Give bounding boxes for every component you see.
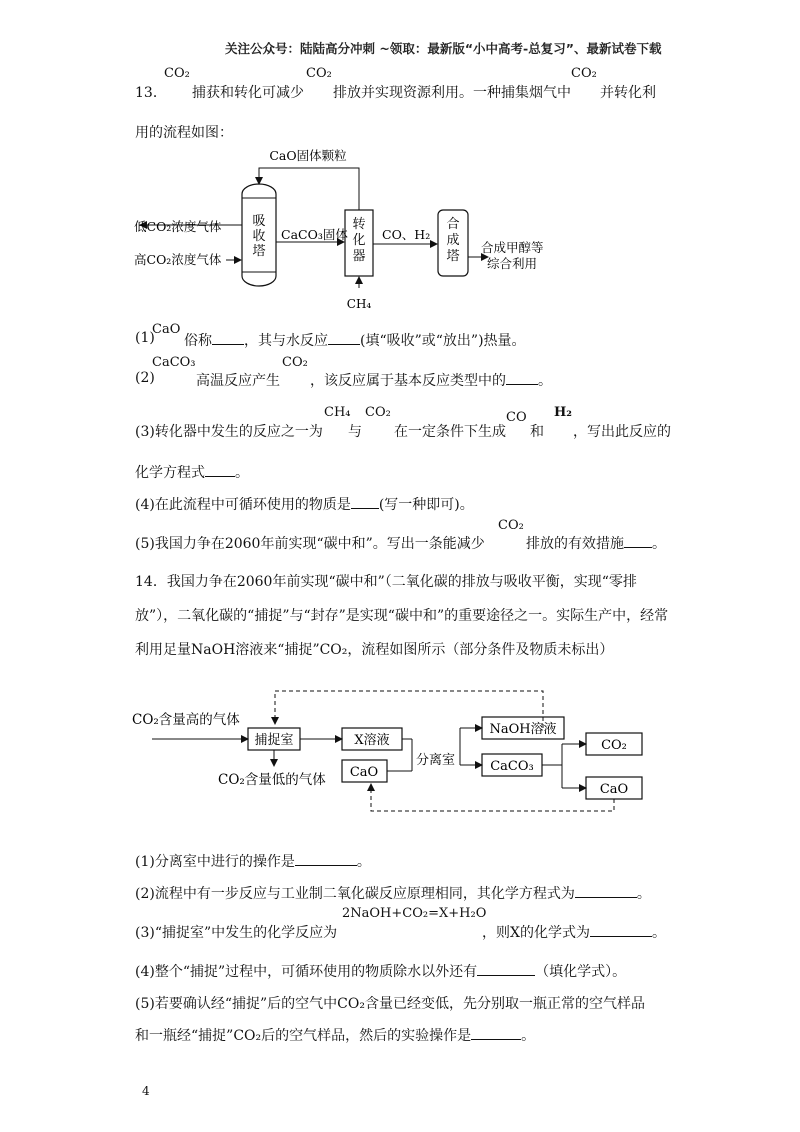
q14-flow-diagram (130, 688, 650, 816)
caco3-label: CaCO₃ (490, 759, 534, 774)
q13-co2-1: CO₂ (164, 66, 190, 81)
q13-p3-ch4: CH₄ (324, 405, 351, 420)
q14-p3-equation: 2NaOH+CO₂=X+H₂O (342, 906, 487, 921)
q13-p5-text-1: (5)我国力争在2060年前实现“碳中和”。写出一条能减少 (135, 536, 485, 552)
q13-text-2: 排放并实现资源利用。一种捕集烟气中 (333, 85, 571, 101)
low-co2-gas-label: 低CO₂浓度气体 (134, 219, 222, 234)
answer-blank[interactable] (590, 922, 652, 937)
q13-p3-text-1: (3)转化器中发生的反应之一为 (135, 424, 323, 440)
q14-p1: (1)分离室中进行的操作是 。 (135, 851, 371, 871)
answer-blank[interactable] (506, 370, 538, 385)
q13-p2-text-1: 高温反应产生 (196, 373, 280, 389)
cao-right-label: CaO (599, 782, 629, 797)
q14-p4: (4)整个“捕捉”过程中，可循环使用的物质除水以外还有 （填化学式）。 (135, 961, 626, 981)
answer-blank[interactable] (351, 494, 379, 509)
q13-text-line2: 用的流程如图： (135, 125, 233, 141)
x-solution-label: X溶液 (354, 733, 390, 748)
answer-blank[interactable] (575, 883, 637, 898)
converter-label-2: 化 (352, 233, 366, 248)
q13-p3-line2: 化学方程式 。 (135, 462, 249, 482)
cao-particles-label: CaO固体颗粒 (269, 148, 347, 163)
caco3-solid-label: CaCO₃固体 (281, 227, 348, 242)
q13-co2-2: CO₂ (306, 66, 332, 81)
answer-blank[interactable] (205, 462, 235, 477)
q13-number: 13． (135, 85, 167, 101)
synth-label-3: 塔 (446, 249, 460, 264)
q14-p2: (2)流程中有一步反应与工业制二氧化碳反应原理相同，其化学方程式为 。 (135, 883, 651, 903)
q13-p2-formula-2: CO₂ (282, 355, 308, 370)
q13-p2-formula: CaCO₃ (152, 355, 196, 370)
q13-p3-h2: H₂ (554, 405, 572, 420)
q13-p3-text-2: 与 (348, 424, 362, 440)
page-number: 4 (142, 1084, 150, 1098)
q13-text-1: 捕获和转化可减少 (192, 85, 304, 101)
answer-blank[interactable] (295, 851, 357, 866)
answer-blank[interactable] (328, 330, 360, 345)
converter-label-1: 转 (352, 217, 366, 232)
high-co2-gas-label: 高CO₂浓度气体 (134, 252, 222, 267)
absorber-label-1: 吸 (252, 214, 266, 229)
q13-p3-co: CO (506, 410, 527, 425)
co-h2-label: CO、H₂ (382, 227, 431, 242)
q14-p5-line2: 和一瓶经“捕捉”CO₂后的空气样品，然后的实验操作是 。 (135, 1025, 535, 1045)
q13-p3-text-5: ，写出此反应的 (573, 424, 671, 440)
gas-in-label: CO₂含量高的气体 (132, 712, 240, 728)
q13-p2-num: (2) (135, 370, 155, 386)
gas-out-label: CO₂含量低的气体 (218, 772, 326, 788)
q14-p5-line1: (5)若要确认经“捕捉”后的空气中CO₂含量已经变低，先分别取一瓶正常的空气样品 (135, 996, 645, 1012)
q13-p3-co2: CO₂ (365, 405, 391, 420)
q13-p1-num: (1) (135, 330, 155, 346)
q13-p2-text-2: ，该反应属于基本反应类型中的 。 (310, 370, 552, 390)
naoh-label: NaOH溶液 (489, 722, 557, 737)
product-label-1: 合成甲醇等 (481, 240, 544, 255)
page-header: 关注公众号：陆陆高分冲刺 ~领取：最新版“小中高考-总复习”、最新试卷下载 (225, 41, 662, 56)
q13-p5-text-2: 排放的有效措施 。 (526, 533, 666, 553)
q13-p3-text-3: 在一定条件下生成 (394, 424, 506, 440)
synth-label-1: 合 (446, 217, 460, 232)
q13-flow-diagram (130, 140, 580, 318)
capture-room-label: 捕捉室 (254, 733, 294, 748)
cao-left-label: CaO (349, 765, 379, 780)
q13-p1-text: 俗称 ，其与水反应 (填“吸收”或“放出”)热量。 (184, 330, 526, 350)
absorber-label-2: 收 (252, 229, 266, 244)
answer-blank[interactable] (212, 330, 244, 345)
q13-p1-formula: CaO (152, 322, 181, 337)
co2-box-label: CO₂ (601, 738, 627, 753)
q13-p5-co2: CO₂ (498, 518, 524, 533)
answer-blank[interactable] (624, 533, 652, 548)
q14-stem: 14．我国力争在2060年前实现“碳中和”（二氧化碳的排放与吸收平衡，实现“零排放”），二氧化碳的“捕捉”与“封存”是实现“碳中和”的重要途径之一。实际生产中，经常利用足量NaOH溶液来“捕捉”CO₂，流程如图所示（部分条件及物质未标出） (135, 574, 669, 658)
converter-label-3: 器 (352, 249, 366, 264)
ch4-label: CH₄ (346, 297, 372, 311)
q13-text-3: 并转化利 (600, 85, 656, 101)
q14-p3-text-2: ，则X的化学式为 。 (482, 922, 666, 942)
separator-label: 分离室 (416, 753, 456, 768)
q14-p3-text-1: (3)“捕捉室”中发生的化学反应为 (135, 925, 338, 941)
answer-blank[interactable] (471, 1025, 521, 1040)
absorber-label-3: 塔 (252, 244, 266, 259)
q13-p3-text-4: 和 (530, 424, 544, 440)
synth-label-2: 成 (446, 233, 460, 248)
q13-p4: (4)在此流程中可循环使用的物质是 (写一种即可)。 (135, 494, 474, 514)
q13-co2-3: CO₂ (571, 66, 597, 81)
answer-blank[interactable] (477, 961, 535, 976)
product-label-2: 综合利用 (487, 256, 538, 271)
